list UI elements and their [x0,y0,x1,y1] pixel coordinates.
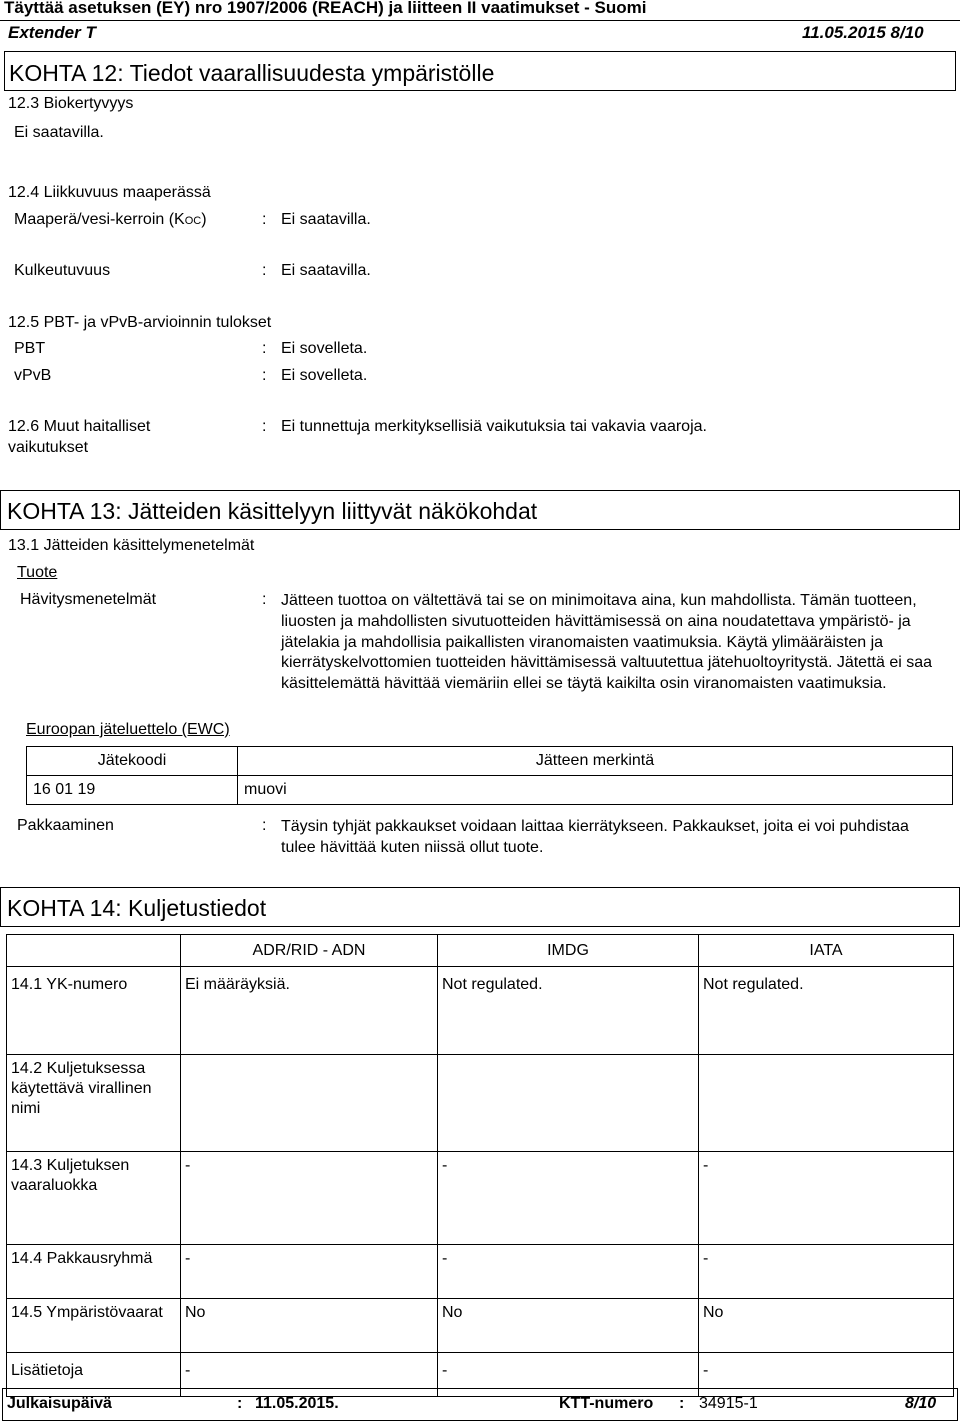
pbt-colon: : [262,340,267,357]
other-effects-colon: : [262,418,267,435]
table-row [7,1299,954,1353]
document-regulation-title: Täyttää asetuksen (EY) nro 1907/2006 (REACH) ja liitteen II vaatimukset - Suomi [4,0,647,17]
koc-label: Maaperä/vesi-kerroin (KOC) [14,211,207,228]
waste-methods-title: 13.1 Jätteiden käsittelymenetelmät [8,537,255,554]
ewc-table [26,746,953,805]
table-row [7,1055,954,1152]
transport-cell: - [181,1245,438,1299]
date-page: 11.05.2015 8/10 [802,23,924,42]
ewc-header-description: Jätteen merkintä [238,747,953,776]
transport-row-label: 14.5 Ympäristövaarat [7,1299,181,1353]
ewc-description: muovi [238,776,953,805]
ktt-colon: : [679,1395,685,1412]
transport-cell: Not regulated. [699,967,954,1055]
bioaccumulation-title: 12.3 Biokertyvyys [8,95,134,112]
transport-cell: - [438,1353,699,1397]
transport-row-label: 14.3 Kuljetuksen vaaraluokka [7,1152,181,1245]
section-13-title: KOHTA 13: Jätteiden käsittelyyn liittyvät näkökohdat [7,498,538,524]
disposal-value: Jätteen tuottoa on vältettävä tai se on minimoitava aina, kun mahdollista. Tämän tuotteen, liuosten ja mahdollisten sivutuotteiden hävittämisessä on aina noudatettava ympäristö- ja jätelakia ja mahdollisia paikallisten viranomaisten vaatimuksia. Käytä ylimääräisten ja kierrätyskelvottomien tuotteiden hävittämisessä valtuutettua jätehuoltoyritystä. Jätettä ei saa käsittelemättä hävittää viemäriin ellei se täytä kaikilta osin viranomaisten vaatimuksia. [281,592,933,693]
section-12-title: KOHTA 12: Tiedot vaarallisuudesta ympäristölle [9,60,495,86]
section-12-header [4,51,956,91]
other-effects-value: Ei tunnettuja merkityksellisiä vaikutuksia tai vakavia vaaroja. [281,418,707,435]
koc-colon: : [262,211,267,228]
transport-cell: - [181,1152,438,1245]
transport-cell: - [438,1245,699,1299]
issue-date-value: 11.05.2015. [255,1395,339,1412]
table-row [7,967,954,1055]
packaging-label: Pakkaaminen [17,817,114,834]
other-effects-label: 12.6 Muut haitalliset [8,418,151,435]
vpvb-label: vPvB [14,367,52,384]
ewc-title: Euroopan jäteluettelo (EWC) [26,721,230,738]
transport-cell: No [438,1299,699,1353]
transport-header-empty [7,935,181,967]
transport-cell: - [699,1353,954,1397]
mobility-colon: : [262,262,267,279]
transport-row-label: Lisätietoja [7,1353,181,1397]
transport-cell: - [181,1353,438,1397]
transport-row-label: 14.1 YK-numero [7,967,181,1055]
transport-row-label: 14.2 Kuljetuksessa käytettävä virallinen nimi [7,1055,181,1152]
transport-table [6,934,954,1397]
section-14-title: KOHTA 14: Kuljetustiedot [7,895,267,921]
packaging-colon: : [262,817,267,834]
section-14-header [0,887,960,927]
pbt-value: Ei sovelleta. [281,340,368,357]
mobility-title: 12.4 Liikkuvuus maaperässä [8,184,211,201]
product-name: Extender T [8,23,96,42]
transport-cell: - [699,1245,954,1299]
ktt-value: 34915-1 [699,1395,758,1412]
other-effects-label-cont: vaikutukset [8,439,89,456]
transport-cell: - [699,1152,954,1245]
transport-cell [438,1055,699,1152]
transport-cell [181,1055,438,1152]
ewc-code: 16 01 19 [27,776,238,805]
pbt-title: 12.5 PBT- ja vPvB-arvioinnin tulokset [8,314,272,331]
transport-row-label: 14.4 Pakkausryhmä [7,1245,181,1299]
bioaccumulation-value: Ei saatavilla. [14,124,104,141]
transport-cell: No [699,1299,954,1353]
packaging-value: Täysin tyhjät pakkaukset voidaan laittaa kierrätykseen. Pakkaukset, joita ei voi puhdistaa tulee hävittää kuten niissä ollut tuote. [281,818,909,856]
vpvb-colon: : [262,367,267,384]
transport-header-adr: ADR/RID - ADN [181,935,438,967]
table-row [7,1245,954,1299]
transport-cell: - [438,1152,699,1245]
table-row [7,1152,954,1245]
header-divider [0,20,960,21]
transport-cell: Ei määräyksiä. [181,967,438,1055]
disposal-colon: : [262,591,267,608]
footer [2,1388,958,1421]
mobility-value: Ei saatavilla. [281,262,371,279]
vpvb-value: Ei sovelleta. [281,367,368,384]
product-label: Tuote [17,564,58,581]
koc-value: Ei saatavilla. [281,211,371,228]
transport-header-imdg: IMDG [438,935,699,967]
transport-cell [699,1055,954,1152]
footer-page-number: 8/10 [905,1395,937,1412]
transport-cell: Not regulated. [438,967,699,1055]
pbt-label: PBT [14,340,46,357]
issue-date-colon: : [237,1395,243,1412]
transport-header-iata: IATA [699,935,954,967]
disposal-label: Hävitysmenetelmät [20,591,157,608]
issue-date-label: Julkaisupäivä [7,1395,112,1412]
mobility-label: Kulkeutuvuus [14,262,111,279]
section-13-header [0,490,960,530]
ktt-label: KTT-numero [559,1395,654,1412]
transport-cell: No [181,1299,438,1353]
ewc-header-code: Jätekoodi [27,747,238,776]
